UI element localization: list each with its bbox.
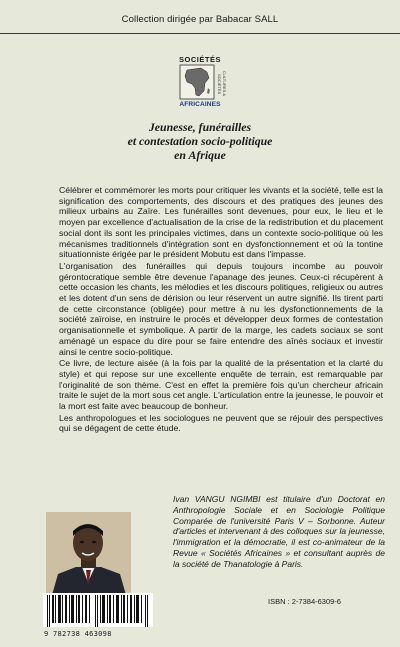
blurb-paragraph-2: L'organisation des funérailles qui depuis toujours incombe au pouvoir gérontocratique semble être devenue l'apanage des jeunes. Ceux-ci récupèrent à cette occasion les chants, les mélodies et les discours politiques, religieux ou autres et les dotent d'un sens de dérision ou leur réservent un autre signifié. Ils tirent parti de cette circonstance (obligée) pour mettre à nu les dysfonctionnements de la société zaïroise, en instruire le procès et développer deux formes de contestation organisationnelle et symbolique. A partir de la marge, les cadets sociaux se sont aménagé un espace du dire pour se faire entendre des aînés sociaux et investir ainsi le centre socio-politique.: [59, 260, 383, 357]
blurb: [59, 185, 383, 435]
title-line-2: et contestation socio-politique: [127, 134, 273, 148]
author-photo: [46, 512, 131, 595]
book-title: [0, 120, 400, 162]
author-portrait-svg: [46, 512, 131, 595]
author-bio: Ivan VANGU NGIMBI est titulaire d'un Doctorat en Anthropologie Sociale et en Sociologie Politique Comparée de l'université Paris V – Sorbonne. Auteur d'articles et intervenant à des colloques sur la jeunesse, l'immigration et la démocratie, il est co-animateur de la Revue « Sociétés Africaines » et consultant auprès de la société de Thanatologie à Paris.: [173, 494, 385, 569]
title-line-1: Jeunesse, funérailles: [148, 120, 252, 134]
blurb-paragraph-3: Ce livre, de lecture aisée (à la fois par la qualité de la présentation et la clarté du style) et qui repose sur une excellente enquête de terrain, est remarquable par l'originalité de son thème. C'est en effet la première fois qu'un chercheur africain traite le sujet de la mort sous cet angle. L'articulation entre la jeunesse, le pouvoir et la mort est faite avec beaucoup de bonheur.: [59, 358, 383, 412]
collection-divider: [0, 33, 400, 34]
blurb-paragraph-1: Célébrer et commémorer les morts pour critiquer les vivants et la société, telle est la signification des comportements, des discours et des pratiques des jeunes des milieux urbains au Zaïre. Les funérailles sont devenues, pour eux, le lieu et le moyen par excellence d'actualisation de la crise de la redistribution et du placement social dont ils sont les principales victimes, dans un contexte socio-politique où les mécanismes traditionnels d'intégration sont en dysfonctionnement et où la tontine situationniste érigée par le président Mobutu est dans l'impasse.: [59, 185, 383, 260]
logo-top-text: SOCIÉTÉS: [179, 55, 221, 64]
isbn: ISBN : 2-7384-6309-6: [268, 597, 341, 606]
collection-line: Collection dirigée par Babacar SALL: [121, 14, 279, 25]
africa-map-icon: [171, 64, 229, 100]
publisher-logo: [171, 55, 229, 113]
barcode-number: 9 782738 463098: [44, 630, 112, 638]
blurb-paragraph-4: Les anthropologues et les sociologues ne peuvent que se réjouir des perspectives qui se dégagent de cette étude.: [59, 412, 383, 434]
logo-bottom-text: AFRICAINES: [179, 101, 221, 108]
logo-side-text: CULTURES & SOCIÉTÉS: [217, 71, 227, 97]
title-line-3: en Afrique: [174, 148, 226, 162]
barcode-image: [43, 593, 153, 627]
